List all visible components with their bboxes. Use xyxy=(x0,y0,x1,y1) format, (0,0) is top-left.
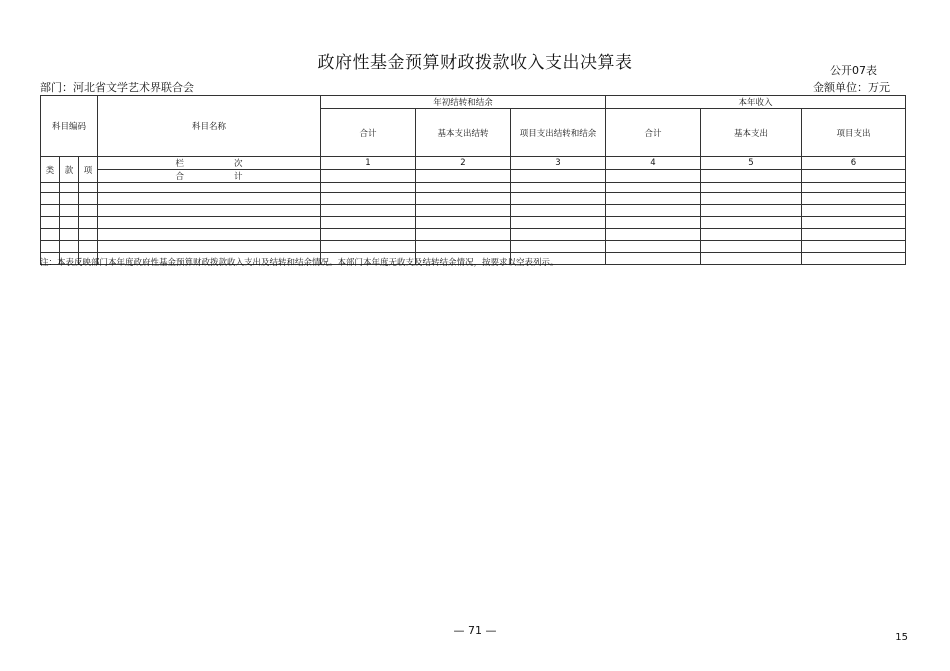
column-number: 2 xyxy=(416,157,511,170)
table-cell xyxy=(802,229,906,241)
table-cell xyxy=(511,229,606,241)
total-cell xyxy=(511,170,606,183)
table-row xyxy=(41,183,906,193)
total-cell xyxy=(701,170,802,183)
table-cell xyxy=(41,205,60,217)
table-cell xyxy=(701,241,802,253)
table-cell xyxy=(60,193,79,205)
table-cell xyxy=(98,241,321,253)
column-number: 1 xyxy=(321,157,416,170)
table-cell xyxy=(416,229,511,241)
subheader-cell: 合计 xyxy=(606,109,701,157)
table-cell xyxy=(802,183,906,193)
table-cell xyxy=(416,205,511,217)
header-subject-code: 科目编码 xyxy=(41,96,98,157)
subheader-cell: 基本支出结转 xyxy=(416,109,511,157)
table-cell xyxy=(802,205,906,217)
table-cell xyxy=(321,205,416,217)
total-label-part: 合 xyxy=(175,172,184,182)
table-cell xyxy=(60,217,79,229)
table-cell xyxy=(802,253,906,265)
table-cell xyxy=(701,253,802,265)
subheader-cell: 合计 xyxy=(321,109,416,157)
table-cell xyxy=(416,183,511,193)
table-cell xyxy=(79,205,98,217)
table-cell xyxy=(321,193,416,205)
table-row xyxy=(41,193,906,205)
header-row-1 xyxy=(41,96,906,109)
table-cell xyxy=(41,241,60,253)
column-number: 4 xyxy=(606,157,701,170)
table-cell xyxy=(41,183,60,193)
table-cell xyxy=(606,205,701,217)
table-cell xyxy=(802,241,906,253)
table-cell xyxy=(701,217,802,229)
table-cell xyxy=(606,183,701,193)
table-cell xyxy=(60,205,79,217)
table-cell xyxy=(701,205,802,217)
code-part-section: 款 xyxy=(60,157,79,183)
table-cell xyxy=(60,241,79,253)
column-number-row xyxy=(41,157,906,170)
budget-table xyxy=(40,95,906,265)
column-number: 6 xyxy=(802,157,906,170)
code-part-category: 类 xyxy=(41,157,60,183)
table-cell xyxy=(98,217,321,229)
table-cell xyxy=(60,229,79,241)
table-cell xyxy=(79,183,98,193)
table-cell xyxy=(79,229,98,241)
table-cell xyxy=(41,229,60,241)
table-cell xyxy=(511,183,606,193)
page-title: 政府性基金预算财政拨款收入支出决算表 xyxy=(317,53,633,73)
table-row xyxy=(41,241,906,253)
total-row xyxy=(41,170,906,183)
table-cell xyxy=(511,217,606,229)
table-footnote: 注：本表反映部门本年度政府性基金预算财政拨款收入支出及结转和结余情况。本部门本年度无收支及结转结余情况，按要求以空表列示。 xyxy=(40,258,559,268)
table-cell xyxy=(606,253,701,265)
table-cell xyxy=(79,217,98,229)
table-cell xyxy=(98,229,321,241)
table-cell xyxy=(511,205,606,217)
row-label-part: 次 xyxy=(234,159,243,169)
table-cell xyxy=(98,193,321,205)
subheader-cell: 基本支出 xyxy=(701,109,802,157)
header-subject-name: 科目名称 xyxy=(98,96,321,157)
subheader-cell: 项目支出 xyxy=(802,109,906,157)
table-cell xyxy=(511,241,606,253)
table-cell xyxy=(60,183,79,193)
sheet-number: 15 xyxy=(895,632,908,643)
total-label xyxy=(98,170,321,183)
table-cell xyxy=(321,183,416,193)
page-number: — 71 — xyxy=(453,624,497,637)
table-cell xyxy=(416,193,511,205)
table-cell xyxy=(79,193,98,205)
table-cell xyxy=(321,229,416,241)
table-cell xyxy=(802,217,906,229)
table-cell xyxy=(321,217,416,229)
amount-unit-label: 金额单位：万元 xyxy=(813,81,890,94)
total-cell xyxy=(802,170,906,183)
table-row xyxy=(41,217,906,229)
table-cell xyxy=(701,183,802,193)
table-cell xyxy=(606,193,701,205)
row-label-part: 栏 xyxy=(175,159,184,169)
table-cell xyxy=(606,229,701,241)
column-number: 3 xyxy=(511,157,606,170)
table-cell xyxy=(606,217,701,229)
code-part-item: 项 xyxy=(79,157,98,183)
table-cell xyxy=(79,241,98,253)
column-number: 5 xyxy=(701,157,802,170)
row-label-column-index xyxy=(98,157,321,170)
subheader-cell: 项目支出结转和结余 xyxy=(511,109,606,157)
table-row xyxy=(41,229,906,241)
table-cell xyxy=(701,193,802,205)
header-group-current: 本年收入 xyxy=(606,96,906,109)
table-cell xyxy=(98,205,321,217)
table-cell xyxy=(802,193,906,205)
table-cell xyxy=(41,193,60,205)
table-cell xyxy=(416,241,511,253)
table-cell xyxy=(321,241,416,253)
department-label: 部门：河北省文学艺术界联合会 xyxy=(40,81,194,94)
table-cell xyxy=(98,183,321,193)
table-cell xyxy=(701,229,802,241)
total-cell xyxy=(321,170,416,183)
table-cell xyxy=(416,217,511,229)
total-label-part: 计 xyxy=(234,172,243,182)
table-cell xyxy=(41,217,60,229)
table-cell xyxy=(606,241,701,253)
total-cell xyxy=(416,170,511,183)
total-cell xyxy=(606,170,701,183)
form-number: 公开07表 xyxy=(830,64,877,77)
header-group-opening: 年初结转和结余 xyxy=(321,96,606,109)
table-cell xyxy=(511,193,606,205)
table-row xyxy=(41,205,906,217)
